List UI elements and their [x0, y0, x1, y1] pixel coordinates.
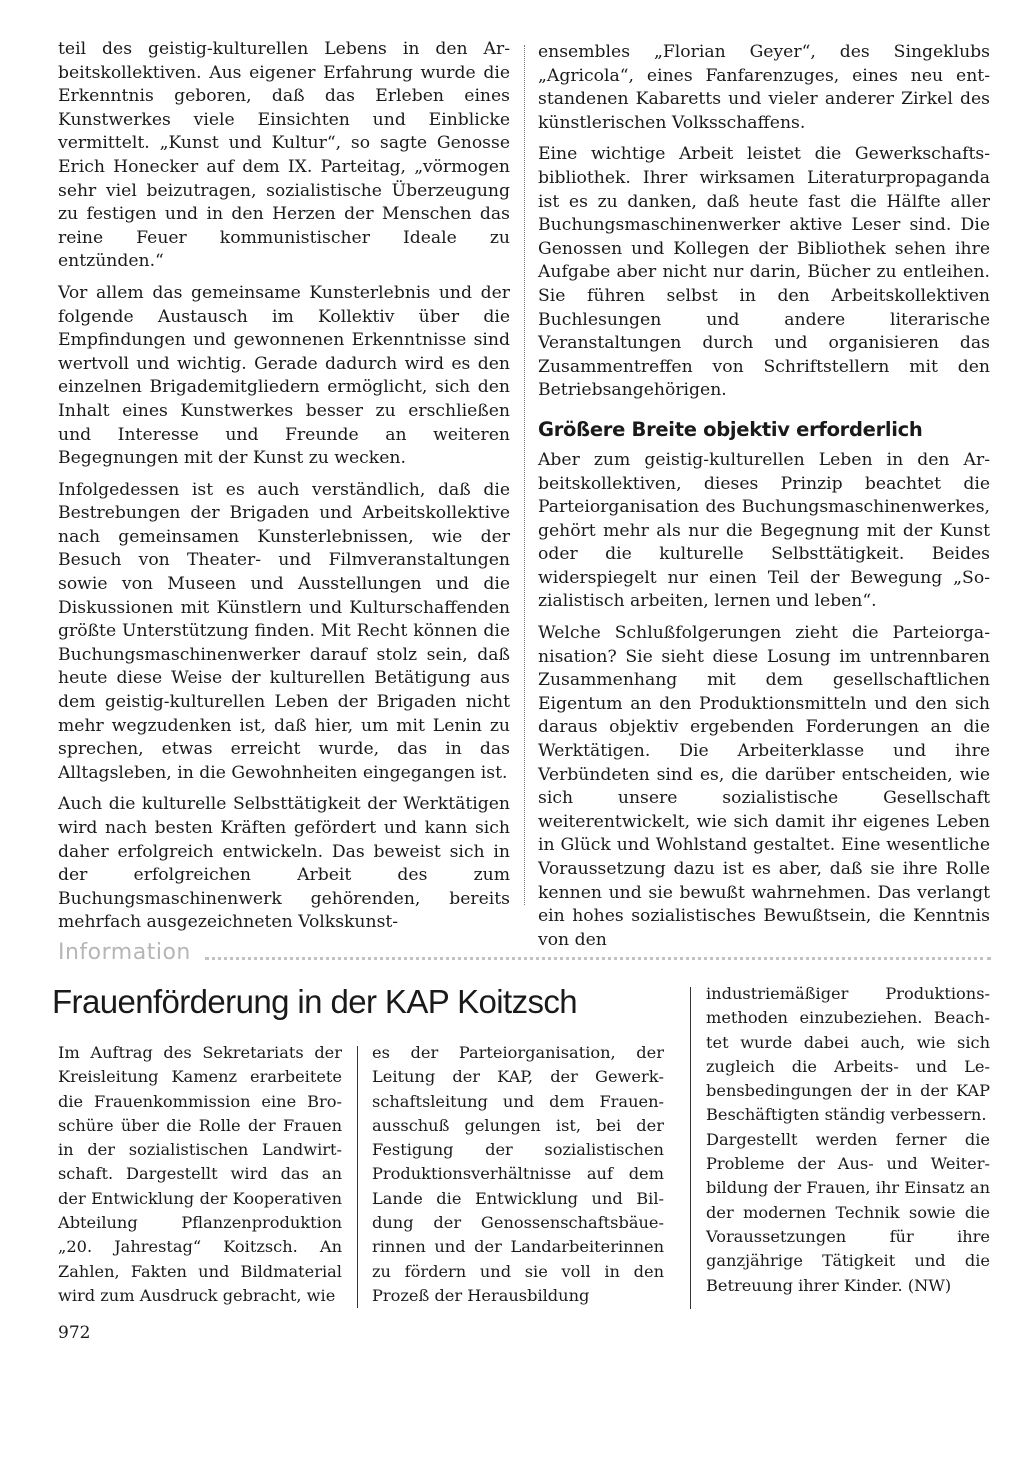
article-paragraph: teil des geistig-kulturellen Lebens in den Arbeitskollektiven. Aus eigener Erfahrung wurde die Erkenntnis geboren, daß das Erleben eines Kunstwerkes viele Einsichten und Einblicke vermittelt. „Kunst und Kultur“, so sagte Genosse Erich Honecker auf dem IX. Parteitag, „vörmogen sehr viel beizutragen, sozialistische Überzeugung zu festigen und in den Herzen der Menschen das reine Feuer kommunistischer Ideale zu entzünden.“ [58, 39, 510, 272]
information-divider [205, 957, 991, 960]
column-divider [524, 45, 525, 905]
info-box-paragraph: Im Auftrag des Sekretariats der Kreisleitung Kamenz erarbeitete die Frauenkommission eine Broschüre über die Rolle der Frauen in der sozialistischen Landwirtschaft. Dargestellt wird das an der Entwicklung der Kooperativen Abteilung Pflanzenproduktion „20. Jahrestag“ Koitzsch. An Zahlen, Fakten und Bildmaterial wird zum Ausdruck gebracht, wie [58, 1043, 342, 1305]
info-box-column-1 [58, 1041, 342, 1308]
page-number: 972 [58, 1323, 91, 1343]
article-paragraph: Vor allem das gemeinsame Kunsterlebnis und der folgende Austausch im Kollektiv über die Empfindungen und gewonnenen Erkenntnisse sind wertvoll und wichtig. Gerade dadurch wird es den einzelnen Brigademitgliedern ermöglicht, sich den Inhalt eines Kunstwerkes besser zu erschließen und Interesse und Freunde an weiteren Begegnungen mit der Kunst zu wecken. [58, 282, 510, 469]
information-label: Information [58, 940, 191, 965]
info-box-column-3 [706, 982, 990, 1298]
info-box-divider [690, 987, 691, 1309]
info-box-paragraph: Dargestellt werden ferner die Probleme der Aus- und Weiterbildung der Frauen, ihr Einsatz an der modernen Technik sowie die Voraussetzungen für ihre ganzjährige Tätigkeit und die Betreuung ihrer Kinder. (NW) [706, 1129, 990, 1295]
article-column-right [538, 41, 990, 960]
info-box-paragraph: es der Parteiorganisation, der Leitung der KAP, der Gewerkschaftsleitung und dem Frauenausschuß gelungen ist, bei der Festigung der sozialistischen Produktionsverhältnisse auf dem Lande die Entwicklung und Bildung der Genossenschaftsbäuerinnen und der Landarbeiterinnen zu fördern und sie voll in den Prozeß der Herausbildung [372, 1043, 664, 1305]
article-paragraph: Auch die kulturelle Selbsttätigkeit der Werktätigen wird nach besten Kräften gefördert und kann sich daher erfolgreich entwickeln. Das beweist sich in der erfolgreichen Arbeit des zum Buchungsmaschinenwerk gehörenden, bereits mehrfach ausgezeichneten Volkskunst- [58, 794, 510, 933]
article-column-left [58, 38, 510, 943]
info-box-divider [357, 1046, 358, 1308]
info-box-title: Frauenförderung in der KAP Koitzsch [52, 983, 578, 1020]
article-paragraph: Infolgedessen ist es auch verständlich, daß die Bestrebungen der Brigaden und Arbeitskollektive nach gemeinsamen Kunsterlebnissen, wie der Besuch von Theater- und Filmveranstaltungen sowie von Museen und Ausstellungen und die Diskussionen mit Künstlern und Kulturschaffenden größte Unterstützung finden. Mit Recht können die Buchungsmaschinenwerker darauf stolz sein, daß heute diese Weise der kulturellen Betätigung aus dem geistig-kulturellen Leben der Brigaden nicht mehr wegzudenken ist, daß hier, um mit Lenin zu sprechen, etwas erreicht wurde, das in das Alltagsleben, in die Gewohnheiten eingegangen ist. [58, 479, 510, 783]
article-paragraph: Welche Schlußfolgerungen zieht die Parteiorganisation? Sie sieht diese Losung im untrennbaren Zusammenhang mit dem gesellschaftlichen Eigentum an den Produktionsmitteln und den sich daraus objektiv ergebenden Forderungen an die Werktätigen. Die Arbeiterklasse und ihre Verbündeten sind es, die darüber entscheiden, wie sich unsere sozialistische Gesellschaft weiterentwickelt, wie sich damit ihr eigenes Leben in Glück und Wohlstand gestaltet. Eine wesentliche Voraussetzung dazu ist es aber, daß sie ihre Rolle kennen und sie bewußt wahrnehmen. Das verlangt ein hohes sozialistisches Bewußtsein, die Kenntnis von den [538, 623, 990, 950]
article-paragraph: Aber zum geistig-kulturellen Leben in den Arbeitskollektiven, dieses Prinzip beachtet die Parteiorganisation des Buchungsmaschinenwerkes, gehört mehr als nur die Begegnung mit der Kunst oder die kulturelle Selbsttätigkeit. Beides widerspiegelt nur einen Teil der Bewegung „Sozialistisch arbeiten, lernen und leben“. [538, 449, 990, 612]
section-subheading: Größere Breite objektiv erforderlich [538, 417, 923, 441]
article-paragraph: Eine wichtige Arbeit leistet die Gewerkschaftsbibliothek. Ihrer wirksamen Literaturpropaganda ist es zu danken, daß heute fast die Hälfte aller Buchungsmaschinenwerker aktive Leser sind. Die Genossen und Kollegen der Bibliothek sehen ihre Aufgabe aber nicht nur darin, Bücher zu entleihen. Sie führen selbst in den Arbeitskollektiven Buchlesungen und andere literarische Veranstaltungen durch und organisieren das Zusammentreffen von Schriftstellern mit den Betriebsangehörigen. [538, 144, 990, 401]
info-box-column-2 [372, 1041, 664, 1308]
info-box-paragraph: industriemäßiger Produktionsmethoden einzubeziehen. Beachtet wurde dabei auch, wie sich zugleich die Arbeits- und Lebensbedingungen der in der KAP Beschäftigten ständig verbessern. [706, 984, 990, 1125]
article-paragraph: ensembles „Florian Geyer“, des Singeklubs „Agricola“, eines Fanfarenzuges, eines neu entstandenen Kabaretts und vieler anderer Zirkel des künstlerischen Volksschaffens. [538, 42, 990, 133]
